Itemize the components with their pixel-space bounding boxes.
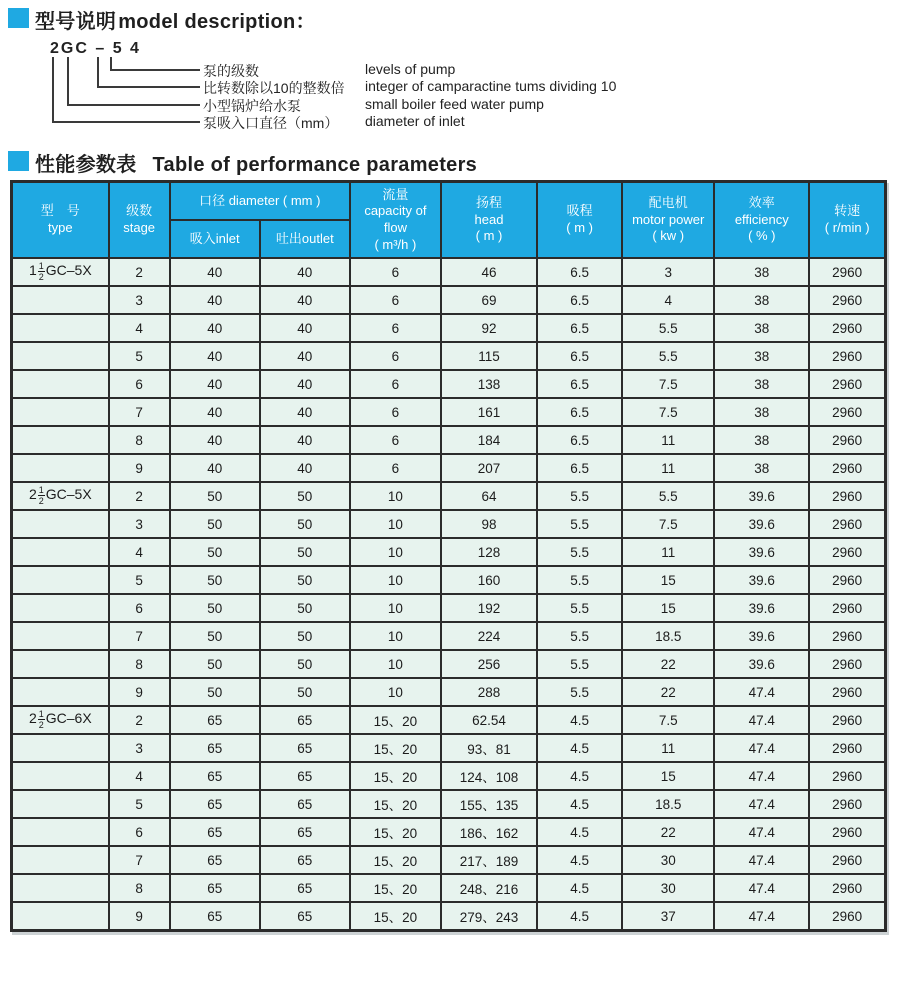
cell-type xyxy=(12,594,109,622)
cell-speed: 2960 xyxy=(809,482,885,510)
cell-efficiency: 38 xyxy=(714,454,809,482)
cell-head: 217、189 xyxy=(441,846,537,874)
table-row xyxy=(12,510,886,538)
cell-suction: 5.5 xyxy=(537,566,622,594)
cell-motor-power: 3 xyxy=(622,258,714,286)
cell-inlet: 50 xyxy=(170,482,260,510)
cell-efficiency: 47.4 xyxy=(714,790,809,818)
table-row xyxy=(12,762,886,790)
model-description-title-zh: 型号说明 xyxy=(35,11,117,33)
cell-inlet: 65 xyxy=(170,762,260,790)
cell-efficiency: 39.6 xyxy=(714,566,809,594)
cell-flow: 6 xyxy=(350,454,441,482)
column-header: 吸程 ( m ) xyxy=(537,182,622,259)
cell-outlet: 65 xyxy=(260,902,350,931)
cell-speed: 2960 xyxy=(809,426,885,454)
cell-outlet: 40 xyxy=(260,342,350,370)
cell-inlet: 50 xyxy=(170,594,260,622)
cell-speed: 2960 xyxy=(809,762,885,790)
cell-head: 279、243 xyxy=(441,902,537,931)
table-row xyxy=(12,818,886,846)
column-header: 配电机 motor power ( kw ) xyxy=(622,182,714,259)
column-header: 吐出outlet xyxy=(260,220,350,258)
cell-flow: 15、20 xyxy=(350,818,441,846)
cell-speed: 2960 xyxy=(809,902,885,931)
column-header: 级数 stage xyxy=(109,182,170,259)
cell-efficiency: 38 xyxy=(714,314,809,342)
cell-efficiency: 47.4 xyxy=(714,678,809,706)
cell-head: 92 xyxy=(441,314,537,342)
cell-flow: 6 xyxy=(350,286,441,314)
cell-suction: 4.5 xyxy=(537,762,622,790)
table-head xyxy=(12,182,886,259)
cell-outlet: 65 xyxy=(260,706,350,734)
table-row xyxy=(12,734,886,762)
performance-table xyxy=(10,180,887,932)
cell-motor-power: 11 xyxy=(622,538,714,566)
cell-stage: 7 xyxy=(109,846,170,874)
cell-flow: 6 xyxy=(350,258,441,286)
cell-motor-power: 7.5 xyxy=(622,706,714,734)
cell-flow: 15、20 xyxy=(350,846,441,874)
blue-square-bullet xyxy=(8,8,29,28)
cell-flow: 15、20 xyxy=(350,762,441,790)
cell-flow: 10 xyxy=(350,566,441,594)
cell-stage: 5 xyxy=(109,790,170,818)
cell-inlet: 65 xyxy=(170,902,260,931)
callout-label-zh: 比转数除以10的整数倍 xyxy=(203,80,345,96)
cell-flow: 15、20 xyxy=(350,902,441,931)
cell-type xyxy=(12,734,109,762)
cell-stage: 8 xyxy=(109,650,170,678)
cell-suction: 4.5 xyxy=(537,874,622,902)
cell-motor-power: 7.5 xyxy=(622,370,714,398)
model-description-title xyxy=(35,5,316,34)
cell-stage: 4 xyxy=(109,538,170,566)
column-header: 口径 diameter ( mm ) xyxy=(170,182,350,221)
cell-stage: 3 xyxy=(109,734,170,762)
cell-stage: 5 xyxy=(109,566,170,594)
cell-head: 155、135 xyxy=(441,790,537,818)
cell-speed: 2960 xyxy=(809,594,885,622)
cell-inlet: 50 xyxy=(170,622,260,650)
cell-type xyxy=(12,762,109,790)
cell-type xyxy=(12,566,109,594)
table-row xyxy=(12,314,886,342)
pump-model-label: 2 $\frac{1}{2}$ GC–6X xyxy=(28,709,92,730)
cell-efficiency: 47.4 xyxy=(714,762,809,790)
cell-head: 128 xyxy=(441,538,537,566)
cell-speed: 2960 xyxy=(809,454,885,482)
callout-line xyxy=(52,57,200,123)
table-row xyxy=(12,650,886,678)
cell-type xyxy=(12,314,109,342)
blue-square-bullet xyxy=(8,151,29,171)
cell-flow: 10 xyxy=(350,594,441,622)
table-row xyxy=(12,538,886,566)
cell-suction: 6.5 xyxy=(537,342,622,370)
cell-type xyxy=(12,790,109,818)
cell-efficiency: 47.4 xyxy=(714,846,809,874)
cell-outlet: 40 xyxy=(260,314,350,342)
cell-outlet: 40 xyxy=(260,426,350,454)
table-row xyxy=(12,790,886,818)
cell-type xyxy=(12,818,109,846)
cell-type xyxy=(12,258,109,286)
cell-efficiency: 39.6 xyxy=(714,594,809,622)
cell-speed: 2960 xyxy=(809,258,885,286)
callout-label-zh: 泵的级数 xyxy=(203,63,259,79)
cell-outlet: 50 xyxy=(260,622,350,650)
cell-efficiency: 39.6 xyxy=(714,538,809,566)
cell-type xyxy=(12,398,109,426)
cell-efficiency: 39.6 xyxy=(714,650,809,678)
cell-suction: 6.5 xyxy=(537,370,622,398)
table-row xyxy=(12,566,886,594)
cell-efficiency: 39.6 xyxy=(714,510,809,538)
cell-inlet: 40 xyxy=(170,454,260,482)
cell-suction: 6.5 xyxy=(537,454,622,482)
cell-inlet: 65 xyxy=(170,734,260,762)
cell-type xyxy=(12,454,109,482)
cell-outlet: 65 xyxy=(260,734,350,762)
callout-label-zh: 小型锅炉给水泵 xyxy=(203,98,301,114)
cell-stage: 2 xyxy=(109,706,170,734)
cell-motor-power: 11 xyxy=(622,426,714,454)
cell-stage: 4 xyxy=(109,762,170,790)
cell-flow: 6 xyxy=(350,426,441,454)
cell-head: 224 xyxy=(441,622,537,650)
cell-inlet: 50 xyxy=(170,566,260,594)
cell-motor-power: 7.5 xyxy=(622,398,714,426)
cell-motor-power: 37 xyxy=(622,902,714,931)
cell-inlet: 40 xyxy=(170,398,260,426)
pump-model-label: 2 $\frac{1}{2}$ GC–5X xyxy=(28,485,92,506)
cell-flow: 15、20 xyxy=(350,734,441,762)
cell-suction: 5.5 xyxy=(537,678,622,706)
cell-inlet: 65 xyxy=(170,818,260,846)
cell-outlet: 50 xyxy=(260,678,350,706)
cell-outlet: 65 xyxy=(260,818,350,846)
table-row xyxy=(12,370,886,398)
cell-outlet: 40 xyxy=(260,454,350,482)
cell-stage: 9 xyxy=(109,902,170,931)
cell-motor-power: 18.5 xyxy=(622,790,714,818)
column-header: 转速 ( r/min ) xyxy=(809,182,885,259)
cell-speed: 2960 xyxy=(809,510,885,538)
cell-head: 115 xyxy=(441,342,537,370)
cell-suction: 6.5 xyxy=(537,398,622,426)
cell-motor-power: 22 xyxy=(622,818,714,846)
cell-speed: 2960 xyxy=(809,818,885,846)
cell-suction: 5.5 xyxy=(537,538,622,566)
cell-suction: 6.5 xyxy=(537,426,622,454)
pump-model-code: 2GC – 5 4 xyxy=(50,40,141,57)
cell-outlet: 65 xyxy=(260,846,350,874)
cell-flow: 10 xyxy=(350,510,441,538)
cell-suction: 4.5 xyxy=(537,846,622,874)
cell-type xyxy=(12,482,109,510)
performance-table-title-en: Table of performance parameters xyxy=(152,154,478,176)
cell-head: 186、162 xyxy=(441,818,537,846)
callout-label-en: integer of camparactine tums dividing 10 xyxy=(365,78,617,94)
table-row xyxy=(12,286,886,314)
performance-table-title-zh: 性能参数表 xyxy=(35,154,137,176)
cell-head: 161 xyxy=(441,398,537,426)
table-row xyxy=(12,398,886,426)
cell-inlet: 40 xyxy=(170,426,260,454)
cell-suction: 6.5 xyxy=(537,314,622,342)
cell-motor-power: 22 xyxy=(622,650,714,678)
table-row xyxy=(12,902,886,931)
cell-efficiency: 47.4 xyxy=(714,734,809,762)
table-row xyxy=(12,454,886,482)
cell-motor-power: 30 xyxy=(622,874,714,902)
cell-head: 207 xyxy=(441,454,537,482)
cell-flow: 15、20 xyxy=(350,790,441,818)
cell-efficiency: 47.4 xyxy=(714,874,809,902)
cell-motor-power: 18.5 xyxy=(622,622,714,650)
performance-table-title xyxy=(35,148,477,177)
cell-outlet: 40 xyxy=(260,258,350,286)
cell-flow: 6 xyxy=(350,370,441,398)
cell-stage: 6 xyxy=(109,818,170,846)
cell-flow: 6 xyxy=(350,342,441,370)
cell-flow: 10 xyxy=(350,538,441,566)
table-body xyxy=(12,258,886,931)
cell-suction: 5.5 xyxy=(537,594,622,622)
cell-speed: 2960 xyxy=(809,790,885,818)
cell-type xyxy=(12,286,109,314)
cell-flow: 10 xyxy=(350,622,441,650)
cell-stage: 5 xyxy=(109,342,170,370)
cell-head: 62.54 xyxy=(441,706,537,734)
cell-outlet: 65 xyxy=(260,790,350,818)
cell-outlet: 65 xyxy=(260,762,350,790)
cell-head: 288 xyxy=(441,678,537,706)
cell-speed: 2960 xyxy=(809,286,885,314)
cell-inlet: 40 xyxy=(170,314,260,342)
cell-speed: 2960 xyxy=(809,874,885,902)
cell-suction: 4.5 xyxy=(537,818,622,846)
cell-speed: 2960 xyxy=(809,342,885,370)
cell-outlet: 40 xyxy=(260,286,350,314)
callout-label-zh: 泵吸入口直径（mm） xyxy=(203,115,339,131)
cell-suction: 4.5 xyxy=(537,790,622,818)
cell-efficiency: 39.6 xyxy=(714,482,809,510)
cell-efficiency: 38 xyxy=(714,370,809,398)
cell-stage: 9 xyxy=(109,454,170,482)
cell-suction: 5.5 xyxy=(537,650,622,678)
cell-stage: 7 xyxy=(109,398,170,426)
cell-inlet: 65 xyxy=(170,846,260,874)
cell-motor-power: 22 xyxy=(622,678,714,706)
cell-stage: 2 xyxy=(109,258,170,286)
cell-type xyxy=(12,342,109,370)
cell-speed: 2960 xyxy=(809,678,885,706)
cell-head: 46 xyxy=(441,258,537,286)
column-header: 效率 efficiency ( % ) xyxy=(714,182,809,259)
cell-inlet: 65 xyxy=(170,874,260,902)
cell-efficiency: 47.4 xyxy=(714,902,809,931)
cell-flow: 15、20 xyxy=(350,706,441,734)
cell-efficiency: 39.6 xyxy=(714,622,809,650)
cell-inlet: 50 xyxy=(170,538,260,566)
cell-speed: 2960 xyxy=(809,846,885,874)
cell-head: 98 xyxy=(441,510,537,538)
cell-flow: 10 xyxy=(350,678,441,706)
cell-head: 64 xyxy=(441,482,537,510)
table-row xyxy=(12,258,886,286)
cell-speed: 2960 xyxy=(809,566,885,594)
cell-outlet: 50 xyxy=(260,482,350,510)
cell-speed: 2960 xyxy=(809,370,885,398)
cell-speed: 2960 xyxy=(809,650,885,678)
cell-type xyxy=(12,538,109,566)
cell-motor-power: 4 xyxy=(622,286,714,314)
cell-speed: 2960 xyxy=(809,398,885,426)
cell-stage: 7 xyxy=(109,622,170,650)
cell-type xyxy=(12,426,109,454)
cell-inlet: 40 xyxy=(170,258,260,286)
cell-outlet: 65 xyxy=(260,874,350,902)
cell-inlet: 50 xyxy=(170,650,260,678)
cell-speed: 2960 xyxy=(809,538,885,566)
cell-head: 192 xyxy=(441,594,537,622)
cell-flow: 10 xyxy=(350,482,441,510)
table-row xyxy=(12,426,886,454)
cell-stage: 3 xyxy=(109,286,170,314)
cell-type xyxy=(12,874,109,902)
table-row xyxy=(12,482,886,510)
cell-flow: 15、20 xyxy=(350,874,441,902)
callout-label-en: diameter of inlet xyxy=(365,113,465,129)
cell-inlet: 40 xyxy=(170,342,260,370)
cell-suction: 4.5 xyxy=(537,706,622,734)
cell-type xyxy=(12,706,109,734)
cell-efficiency: 47.4 xyxy=(714,706,809,734)
cell-head: 256 xyxy=(441,650,537,678)
column-header: 扬程 head ( m ) xyxy=(441,182,537,259)
table-row xyxy=(12,594,886,622)
cell-motor-power: 15 xyxy=(622,762,714,790)
cell-stage: 2 xyxy=(109,482,170,510)
cell-motor-power: 30 xyxy=(622,846,714,874)
cell-suction: 4.5 xyxy=(537,902,622,931)
cell-outlet: 50 xyxy=(260,566,350,594)
cell-motor-power: 11 xyxy=(622,734,714,762)
model-description-title-en: model description： xyxy=(118,11,316,33)
table-row xyxy=(12,706,886,734)
table-row xyxy=(12,678,886,706)
cell-efficiency: 38 xyxy=(714,398,809,426)
column-header: 吸入inlet xyxy=(170,220,260,258)
cell-motor-power: 5.5 xyxy=(622,314,714,342)
cell-head: 69 xyxy=(441,286,537,314)
cell-outlet: 50 xyxy=(260,594,350,622)
cell-head: 93、81 xyxy=(441,734,537,762)
cell-outlet: 40 xyxy=(260,370,350,398)
cell-flow: 6 xyxy=(350,398,441,426)
cell-head: 184 xyxy=(441,426,537,454)
cell-type xyxy=(12,510,109,538)
cell-efficiency: 38 xyxy=(714,286,809,314)
cell-inlet: 40 xyxy=(170,286,260,314)
column-header: 流量 capacity of flow ( m³/h ) xyxy=(350,182,441,259)
cell-speed: 2960 xyxy=(809,622,885,650)
cell-stage: 8 xyxy=(109,426,170,454)
cell-efficiency: 47.4 xyxy=(714,818,809,846)
cell-outlet: 50 xyxy=(260,538,350,566)
cell-outlet: 50 xyxy=(260,650,350,678)
cell-type xyxy=(12,650,109,678)
cell-stage: 6 xyxy=(109,370,170,398)
table-row xyxy=(12,846,886,874)
callout-label-en: levels of pump xyxy=(365,61,456,77)
cell-efficiency: 38 xyxy=(714,426,809,454)
cell-suction: 4.5 xyxy=(537,734,622,762)
cell-efficiency: 38 xyxy=(714,258,809,286)
cell-motor-power: 5.5 xyxy=(622,482,714,510)
column-header: 型 号 type xyxy=(12,182,109,259)
cell-motor-power: 15 xyxy=(622,566,714,594)
cell-suction: 5.5 xyxy=(537,482,622,510)
cell-motor-power: 7.5 xyxy=(622,510,714,538)
cell-stage: 4 xyxy=(109,314,170,342)
cell-type xyxy=(12,622,109,650)
cell-motor-power: 5.5 xyxy=(622,342,714,370)
cell-suction: 6.5 xyxy=(537,286,622,314)
cell-motor-power: 11 xyxy=(622,454,714,482)
pump-model-label: 1 $\frac{1}{2}$ GC–5X xyxy=(28,261,92,282)
cell-inlet: 40 xyxy=(170,370,260,398)
cell-type xyxy=(12,370,109,398)
cell-speed: 2960 xyxy=(809,706,885,734)
cell-head: 124、108 xyxy=(441,762,537,790)
table-row xyxy=(12,874,886,902)
cell-motor-power: 15 xyxy=(622,594,714,622)
cell-stage: 8 xyxy=(109,874,170,902)
cell-head: 138 xyxy=(441,370,537,398)
cell-stage: 3 xyxy=(109,510,170,538)
cell-flow: 10 xyxy=(350,650,441,678)
callout-label-en: small boiler feed water pump xyxy=(365,96,544,112)
cell-speed: 2960 xyxy=(809,734,885,762)
table-row xyxy=(12,622,886,650)
table-row xyxy=(12,342,886,370)
cell-head: 160 xyxy=(441,566,537,594)
cell-inlet: 65 xyxy=(170,790,260,818)
cell-type xyxy=(12,846,109,874)
cell-inlet: 65 xyxy=(170,706,260,734)
cell-outlet: 40 xyxy=(260,398,350,426)
cell-stage: 6 xyxy=(109,594,170,622)
cell-head: 248、216 xyxy=(441,874,537,902)
cell-speed: 2960 xyxy=(809,314,885,342)
cell-type xyxy=(12,902,109,931)
cell-flow: 6 xyxy=(350,314,441,342)
cell-inlet: 50 xyxy=(170,678,260,706)
cell-suction: 6.5 xyxy=(537,258,622,286)
cell-suction: 5.5 xyxy=(537,510,622,538)
cell-outlet: 50 xyxy=(260,510,350,538)
cell-stage: 9 xyxy=(109,678,170,706)
cell-type xyxy=(12,678,109,706)
cell-suction: 5.5 xyxy=(537,622,622,650)
cell-inlet: 50 xyxy=(170,510,260,538)
cell-efficiency: 38 xyxy=(714,342,809,370)
